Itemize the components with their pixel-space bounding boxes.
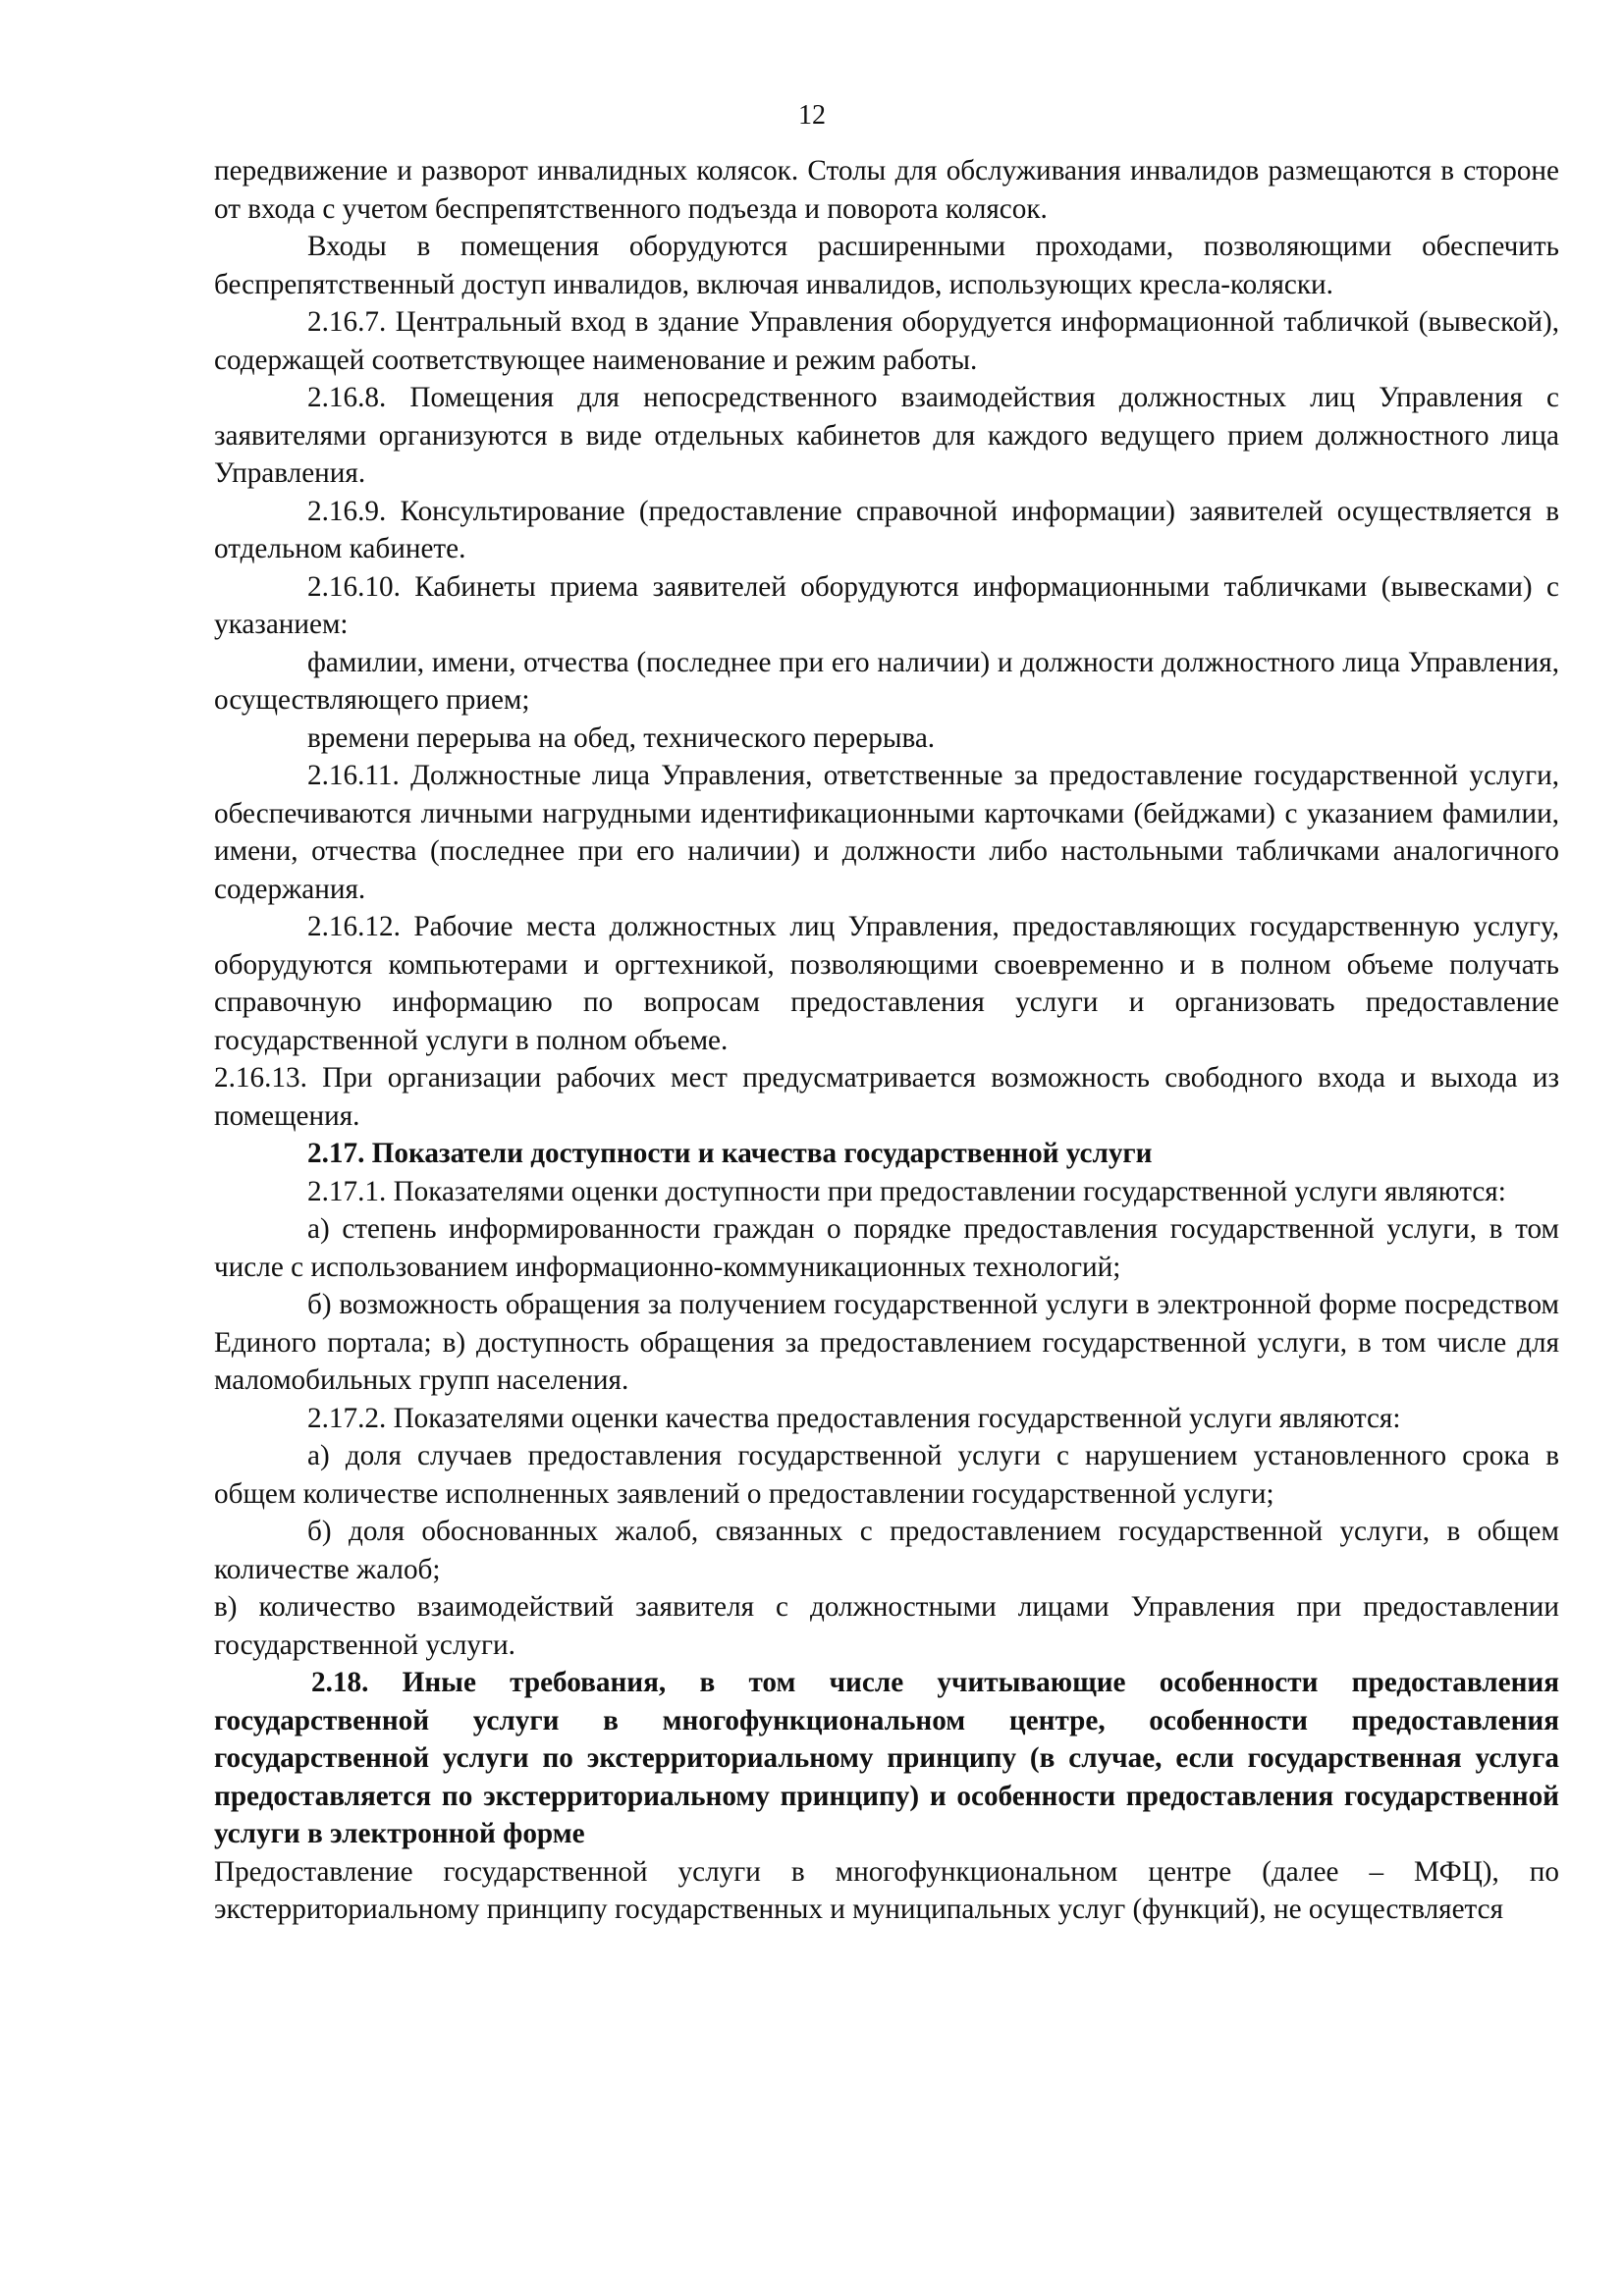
paragraph: а) степень информированности граждан о порядке предоставления государственной услуги, в том числе с использованием информационно-коммуникационных технологий; bbox=[214, 1213, 1559, 1283]
paragraph: 2.17.1. Показателями оценки доступности при предоставлении государственной услуги являются: bbox=[307, 1175, 1506, 1207]
section-heading: 2.18. Иные требования, в том числе учитывающие особенности предоставления государственной услуги в многофункциональном центре, особенности предоставления государственной услуги по экстерриториальному принципу (в случае, если государственная услуга предоставляется по экстерриториальному принципу) и особенности предоставления государственной услуги в электронной форме bbox=[214, 1667, 1559, 1849]
paragraph: в) количество взаимодействий заявителя с должностными лицами Управления при предоставлении государственной услуги. bbox=[214, 1591, 1559, 1661]
paragraph: Предоставление государственной услуги в многофункциональном центре (далее – МФЦ), по экстерриториальному принципу государственных и муниципальных услуг (функций), не осуществляется bbox=[214, 1855, 1559, 1925]
paragraph: 2.16.12. Рабочие места должностных лиц Управления, предоставляющих государственную услугу, оборудуются компьютерами и оргтехникой, позволяющими своевременно и в полном объеме получать справочную информацию по вопросам предоставления услуги и организовать предоставление государственной услуги в полном объеме. bbox=[214, 911, 1559, 1056]
paragraph: а) доля случаев предоставления государственной услуги с нарушением установленного срока в общем количестве исполненных заявлений о предоставлении государственной услуги; bbox=[214, 1440, 1559, 1510]
paragraph: б) доля обоснованных жалоб, связанных с предоставлением государственной услуги, в общем количестве жалоб; bbox=[214, 1516, 1559, 1585]
paragraph: времени перерыва на обед, технического перерыва. bbox=[307, 721, 936, 754]
paragraph: б) возможность обращения за получением государственной услуги в электронной форме посредством Единого портала; в) доступность обращения за предоставлением государственной услуги, в том числе для маломобильных групп населения. bbox=[214, 1289, 1559, 1396]
section-heading: 2.17. Показатели доступности и качества государственной услуги bbox=[307, 1138, 1153, 1169]
paragraph: 2.16.10. Кабинеты приема заявителей оборудуются информационными табличками (вывесками) с указанием: bbox=[214, 570, 1559, 640]
paragraph: 2.16.8. Помещения для непосредственного взаимодействия должностных лиц Управления с заявителями организуются в виде отдельных кабинетов для каждого ведущего прием должностного лица Управления. bbox=[214, 382, 1559, 489]
page-number: 12 bbox=[798, 100, 826, 131]
document-body bbox=[214, 152, 1559, 1929]
paragraph: 2.16.7. Центральный вход в здание Управления оборудуется информационной табличкой (вывеской), содержащей соответствующее наименование и режим работы. bbox=[214, 306, 1559, 376]
paragraph: фамилии, имени, отчества (последнее при его наличии) и должности должностного лица Управления, осуществляющего прием; bbox=[214, 646, 1559, 716]
paragraph: передвижение и разворот инвалидных колясок. Столы для обслуживания инвалидов размещаются в стороне от входа с учетом беспрепятственного подъезда и поворота колясок. bbox=[214, 155, 1559, 225]
paragraph: 2.17.2. Показателями оценки качества предоставления государственной услуги являются: bbox=[307, 1402, 1401, 1434]
paragraph: 2.16.13. При организации рабочих мест предусматривается возможность свободного входа и выхода из помещения. bbox=[214, 1062, 1559, 1132]
paragraph: Входы в помещения оборудуются расширенными проходами, позволяющими обеспечить беспрепятственный доступ инвалидов, включая инвалидов, использующих кресла-коляски. bbox=[214, 231, 1559, 300]
paragraph: 2.16.11. Должностные лица Управления, ответственные за предоставление государственной услуги, обеспечиваются личными нагрудными идентификационными карточками (бейджами) с указанием фамилии, имени, отчества (последнее при его наличии) и должности либо настольными табличками аналогичного содержания. bbox=[214, 760, 1559, 905]
paragraph: 2.16.9. Консультирование (предоставление справочной информации) заявителей осуществляется в отдельном кабинете. bbox=[214, 495, 1559, 564]
